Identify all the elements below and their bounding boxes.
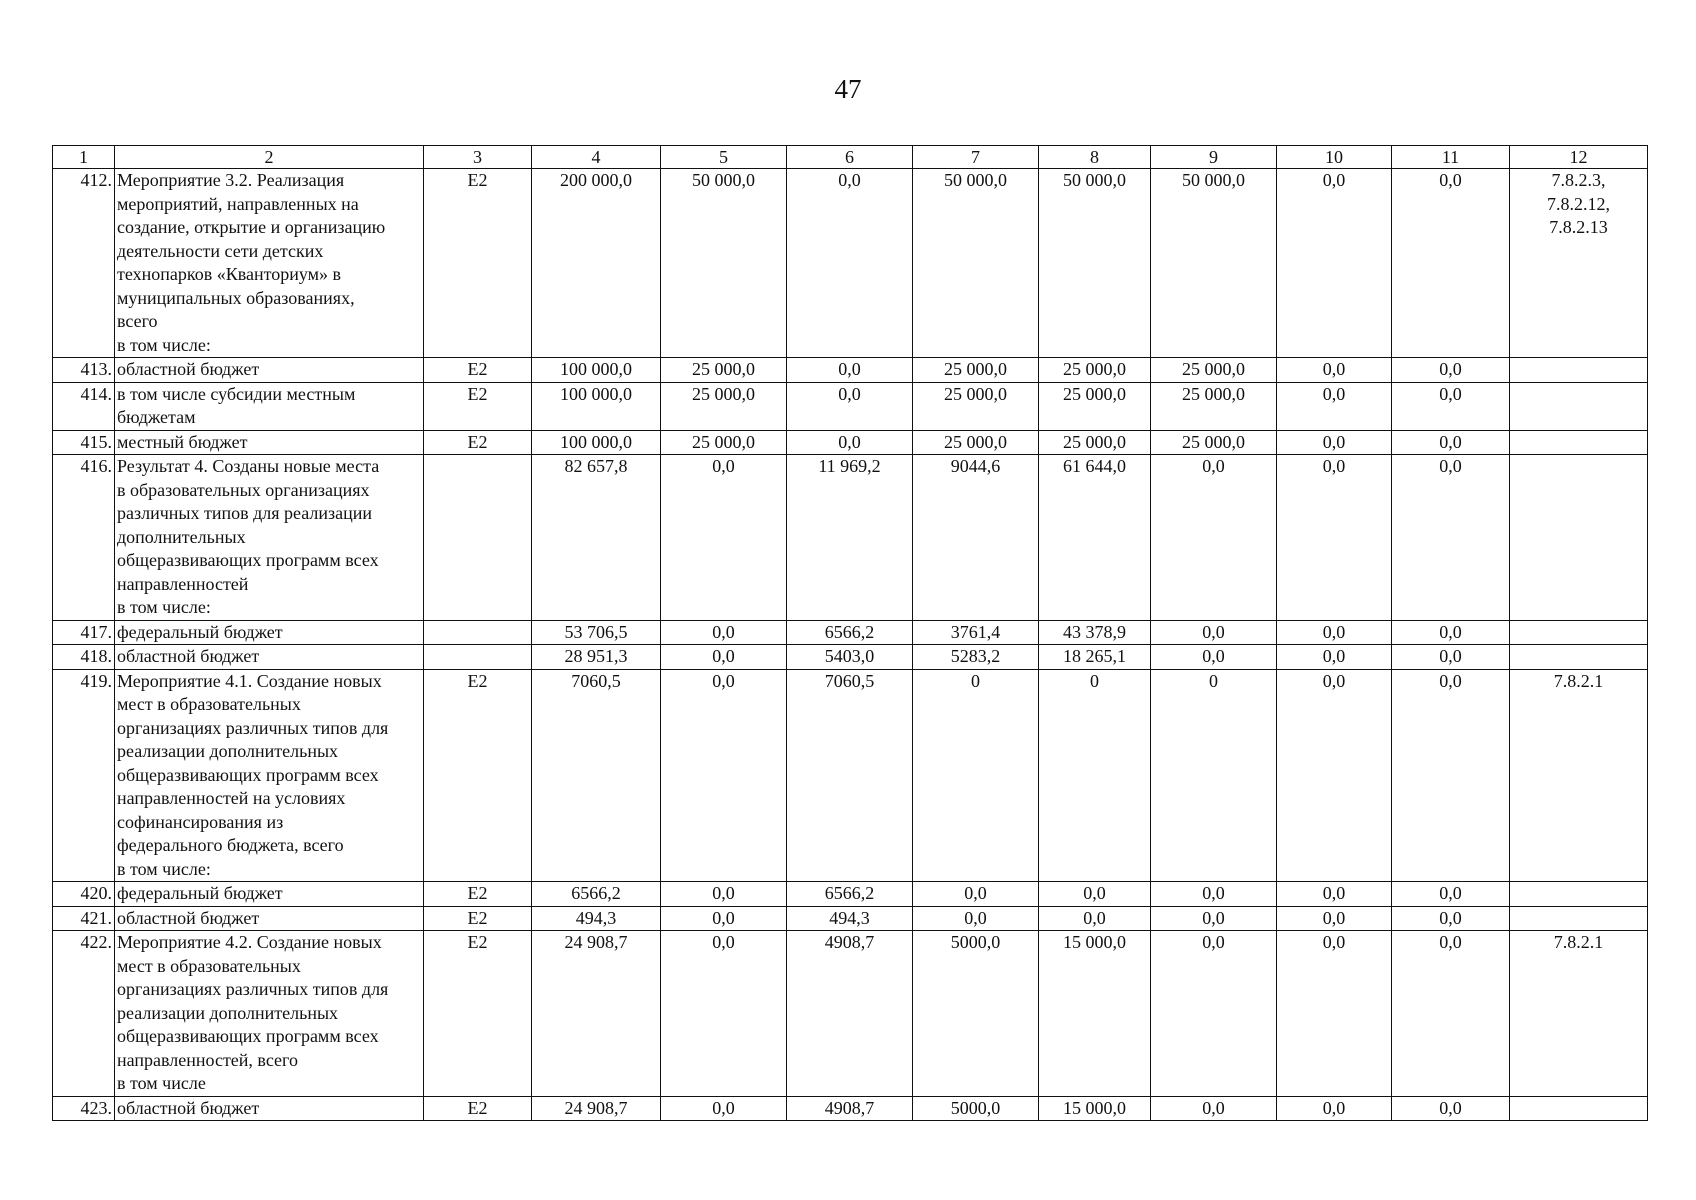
value-cell-col11: 0,0 bbox=[1392, 620, 1510, 645]
row-number-cell: 414. bbox=[53, 382, 115, 430]
table-header-row bbox=[53, 146, 1648, 169]
value-cell-col4: 100 000,0 bbox=[532, 430, 661, 455]
value-cell-col5: 0,0 bbox=[661, 882, 787, 907]
description-cell: местный бюджет bbox=[115, 430, 424, 455]
value-cell-col5: 50 000,0 bbox=[661, 169, 787, 358]
value-cell-col10: 0,0 bbox=[1277, 169, 1392, 358]
value-cell-col9: 0,0 bbox=[1151, 455, 1277, 621]
code-cell bbox=[424, 645, 532, 670]
value-cell-col9: 0,0 bbox=[1151, 882, 1277, 907]
value-cell-col9: 0,0 bbox=[1151, 906, 1277, 931]
value-cell-col5: 0,0 bbox=[661, 931, 787, 1097]
value-cell-col8: 43 378,9 bbox=[1039, 620, 1151, 645]
value-cell-col7: 9044,6 bbox=[913, 455, 1039, 621]
code-cell: Е2 bbox=[424, 358, 532, 383]
value-cell-col10: 0,0 bbox=[1277, 906, 1392, 931]
budget-table bbox=[52, 145, 1648, 1121]
value-cell-col5: 25 000,0 bbox=[661, 358, 787, 383]
value-cell-col6: 11 969,2 bbox=[787, 455, 913, 621]
value-cell-col10: 0,0 bbox=[1277, 620, 1392, 645]
code-cell: Е2 bbox=[424, 906, 532, 931]
value-cell-col7: 25 000,0 bbox=[913, 358, 1039, 383]
reference-cell bbox=[1510, 645, 1648, 670]
column-header: 9 bbox=[1151, 146, 1277, 169]
description-cell: областной бюджет bbox=[115, 906, 424, 931]
code-cell bbox=[424, 455, 532, 621]
value-cell-col9: 0,0 bbox=[1151, 645, 1277, 670]
value-cell-col6: 5403,0 bbox=[787, 645, 913, 670]
row-number-cell: 416. bbox=[53, 455, 115, 621]
value-cell-col6: 6566,2 bbox=[787, 882, 913, 907]
value-cell-col10: 0,0 bbox=[1277, 669, 1392, 882]
table-row bbox=[53, 1096, 1648, 1121]
value-cell-col8: 0,0 bbox=[1039, 906, 1151, 931]
table-row bbox=[53, 620, 1648, 645]
value-cell-col5: 0,0 bbox=[661, 645, 787, 670]
column-header: 4 bbox=[532, 146, 661, 169]
column-header: 5 bbox=[661, 146, 787, 169]
value-cell-col6: 4908,7 bbox=[787, 931, 913, 1097]
value-cell-col10: 0,0 bbox=[1277, 430, 1392, 455]
value-cell-col5: 0,0 bbox=[661, 620, 787, 645]
value-cell-col8: 25 000,0 bbox=[1039, 382, 1151, 430]
table-row bbox=[53, 645, 1648, 670]
description-cell: Мероприятие 4.2. Создание новых мест в образовательных организациях различных типов для реализации дополнительных общеразвивающих программ всех направленностей, всего в том числе bbox=[115, 931, 424, 1097]
row-number-cell: 418. bbox=[53, 645, 115, 670]
code-cell: Е2 bbox=[424, 882, 532, 907]
value-cell-col8: 15 000,0 bbox=[1039, 931, 1151, 1097]
value-cell-col11: 0,0 bbox=[1392, 358, 1510, 383]
value-cell-col8: 0,0 bbox=[1039, 882, 1151, 907]
column-header: 12 bbox=[1510, 146, 1648, 169]
value-cell-col11: 0,0 bbox=[1392, 882, 1510, 907]
value-cell-col10: 0,0 bbox=[1277, 1096, 1392, 1121]
reference-cell bbox=[1510, 358, 1648, 383]
value-cell-col5: 25 000,0 bbox=[661, 382, 787, 430]
value-cell-col9: 25 000,0 bbox=[1151, 382, 1277, 430]
description-cell: Результат 4. Созданы новые места в образовательных организациях различных типов для реализации дополнительных общеразвивающих программ всех направленностей в том числе: bbox=[115, 455, 424, 621]
value-cell-col7: 5000,0 bbox=[913, 1096, 1039, 1121]
value-cell-col8: 18 265,1 bbox=[1039, 645, 1151, 670]
table-row bbox=[53, 382, 1648, 430]
value-cell-col6: 6566,2 bbox=[787, 620, 913, 645]
value-cell-col9: 25 000,0 bbox=[1151, 430, 1277, 455]
value-cell-col11: 0,0 bbox=[1392, 906, 1510, 931]
column-header: 10 bbox=[1277, 146, 1392, 169]
table-row bbox=[53, 931, 1648, 1097]
row-number-cell: 417. bbox=[53, 620, 115, 645]
row-number-cell: 420. bbox=[53, 882, 115, 907]
value-cell-col5: 25 000,0 bbox=[661, 430, 787, 455]
table-row bbox=[53, 430, 1648, 455]
value-cell-col6: 494,3 bbox=[787, 906, 913, 931]
value-cell-col10: 0,0 bbox=[1277, 358, 1392, 383]
page-number: 47 bbox=[834, 74, 862, 104]
description-cell: федеральный бюджет bbox=[115, 620, 424, 645]
value-cell-col4: 100 000,0 bbox=[532, 358, 661, 383]
value-cell-col9: 0 bbox=[1151, 669, 1277, 882]
value-cell-col4: 7060,5 bbox=[532, 669, 661, 882]
value-cell-col11: 0,0 bbox=[1392, 931, 1510, 1097]
value-cell-col4: 82 657,8 bbox=[532, 455, 661, 621]
value-cell-col11: 0,0 bbox=[1392, 669, 1510, 882]
value-cell-col7: 5000,0 bbox=[913, 931, 1039, 1097]
description-cell: федеральный бюджет bbox=[115, 882, 424, 907]
value-cell-col6: 0,0 bbox=[787, 430, 913, 455]
row-number-cell: 412. bbox=[53, 169, 115, 358]
value-cell-col10: 0,0 bbox=[1277, 455, 1392, 621]
value-cell-col4: 24 908,7 bbox=[532, 931, 661, 1097]
reference-cell bbox=[1510, 382, 1648, 430]
value-cell-col10: 0,0 bbox=[1277, 931, 1392, 1097]
table-row bbox=[53, 169, 1648, 358]
code-cell: Е2 bbox=[424, 669, 532, 882]
code-cell bbox=[424, 620, 532, 645]
reference-cell bbox=[1510, 906, 1648, 931]
column-header: 3 bbox=[424, 146, 532, 169]
description-cell: областной бюджет bbox=[115, 1096, 424, 1121]
value-cell-col5: 0,0 bbox=[661, 669, 787, 882]
value-cell-col11: 0,0 bbox=[1392, 382, 1510, 430]
value-cell-col4: 28 951,3 bbox=[532, 645, 661, 670]
column-header: 8 bbox=[1039, 146, 1151, 169]
value-cell-col6: 0,0 bbox=[787, 169, 913, 358]
value-cell-col8: 25 000,0 bbox=[1039, 430, 1151, 455]
value-cell-col5: 0,0 bbox=[661, 455, 787, 621]
column-header: 6 bbox=[787, 146, 913, 169]
value-cell-col7: 25 000,0 bbox=[913, 430, 1039, 455]
value-cell-col6: 4908,7 bbox=[787, 1096, 913, 1121]
table-row bbox=[53, 882, 1648, 907]
value-cell-col7: 50 000,0 bbox=[913, 169, 1039, 358]
value-cell-col9: 0,0 bbox=[1151, 620, 1277, 645]
value-cell-col11: 0,0 bbox=[1392, 645, 1510, 670]
table-row bbox=[53, 358, 1648, 383]
reference-cell: 7.8.2.1 bbox=[1510, 669, 1648, 882]
value-cell-col4: 24 908,7 bbox=[532, 1096, 661, 1121]
description-cell: областной бюджет bbox=[115, 645, 424, 670]
row-number-cell: 413. bbox=[53, 358, 115, 383]
code-cell: Е2 bbox=[424, 931, 532, 1097]
value-cell-col7: 0,0 bbox=[913, 906, 1039, 931]
reference-cell bbox=[1510, 430, 1648, 455]
reference-cell bbox=[1510, 455, 1648, 621]
value-cell-col8: 50 000,0 bbox=[1039, 169, 1151, 358]
value-cell-col10: 0,0 bbox=[1277, 882, 1392, 907]
value-cell-col6: 0,0 bbox=[787, 382, 913, 430]
value-cell-col7: 3761,4 bbox=[913, 620, 1039, 645]
value-cell-col5: 0,0 bbox=[661, 1096, 787, 1121]
value-cell-col8: 61 644,0 bbox=[1039, 455, 1151, 621]
reference-cell: 7.8.2.1 bbox=[1510, 931, 1648, 1097]
value-cell-col9: 25 000,0 bbox=[1151, 358, 1277, 383]
description-cell: Мероприятие 4.1. Создание новых мест в образовательных организациях различных типов для реализации дополнительных общеразвивающих программ всех направленностей на условиях софинансирования из федерального бюджета, всего в том числе: bbox=[115, 669, 424, 882]
code-cell: Е2 bbox=[424, 169, 532, 358]
value-cell-col10: 0,0 bbox=[1277, 382, 1392, 430]
value-cell-col7: 0,0 bbox=[913, 882, 1039, 907]
reference-cell bbox=[1510, 1096, 1648, 1121]
row-number-cell: 422. bbox=[53, 931, 115, 1097]
description-cell: Мероприятие 3.2. Реализация мероприятий, направленных на создание, открытие и организацию деятельности сети детских технопарков «Кванториум» в муниципальных образованиях, всего в том числе: bbox=[115, 169, 424, 358]
reference-cell bbox=[1510, 620, 1648, 645]
value-cell-col11: 0,0 bbox=[1392, 430, 1510, 455]
value-cell-col5: 0,0 bbox=[661, 906, 787, 931]
reference-cell bbox=[1510, 882, 1648, 907]
value-cell-col10: 0,0 bbox=[1277, 645, 1392, 670]
description-cell: областной бюджет bbox=[115, 358, 424, 383]
value-cell-col4: 200 000,0 bbox=[532, 169, 661, 358]
value-cell-col4: 494,3 bbox=[532, 906, 661, 931]
value-cell-col8: 25 000,0 bbox=[1039, 358, 1151, 383]
value-cell-col4: 100 000,0 bbox=[532, 382, 661, 430]
row-number-cell: 419. bbox=[53, 669, 115, 882]
code-cell: Е2 bbox=[424, 1096, 532, 1121]
value-cell-col7: 25 000,0 bbox=[913, 382, 1039, 430]
value-cell-col9: 50 000,0 bbox=[1151, 169, 1277, 358]
code-cell: Е2 bbox=[424, 382, 532, 430]
code-cell: Е2 bbox=[424, 430, 532, 455]
value-cell-col8: 15 000,0 bbox=[1039, 1096, 1151, 1121]
value-cell-col9: 0,0 bbox=[1151, 1096, 1277, 1121]
column-header: 7 bbox=[913, 146, 1039, 169]
row-number-cell: 423. bbox=[53, 1096, 115, 1121]
column-header: 11 bbox=[1392, 146, 1510, 169]
row-number-cell: 415. bbox=[53, 430, 115, 455]
value-cell-col7: 0 bbox=[913, 669, 1039, 882]
value-cell-col4: 53 706,5 bbox=[532, 620, 661, 645]
value-cell-col11: 0,0 bbox=[1392, 455, 1510, 621]
value-cell-col6: 7060,5 bbox=[787, 669, 913, 882]
value-cell-col11: 0,0 bbox=[1392, 169, 1510, 358]
value-cell-col9: 0,0 bbox=[1151, 931, 1277, 1097]
value-cell-col4: 6566,2 bbox=[532, 882, 661, 907]
description-cell: в том числе субсидии местным бюджетам bbox=[115, 382, 424, 430]
value-cell-col7: 5283,2 bbox=[913, 645, 1039, 670]
row-number-cell: 421. bbox=[53, 906, 115, 931]
value-cell-col8: 0 bbox=[1039, 669, 1151, 882]
value-cell-col6: 0,0 bbox=[787, 358, 913, 383]
column-header: 2 bbox=[115, 146, 424, 169]
table-row bbox=[53, 906, 1648, 931]
table-row bbox=[53, 455, 1648, 621]
column-header: 1 bbox=[53, 146, 115, 169]
value-cell-col11: 0,0 bbox=[1392, 1096, 1510, 1121]
reference-cell: 7.8.2.3, 7.8.2.12, 7.8.2.13 bbox=[1510, 169, 1648, 358]
table-row bbox=[53, 669, 1648, 882]
